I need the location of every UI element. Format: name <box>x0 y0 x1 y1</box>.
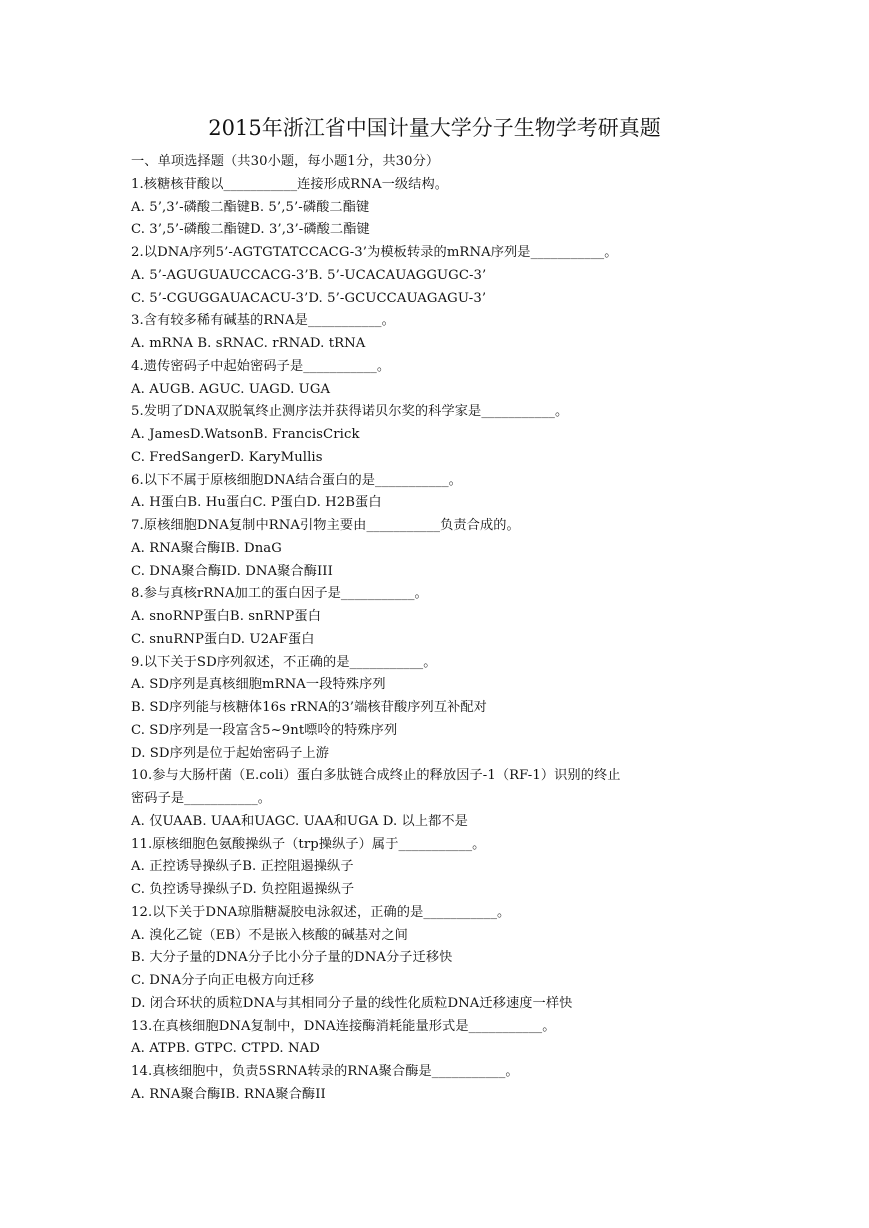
text-line: C. SD序列是一段富含5~9nt嘌呤的特殊序列 <box>131 722 398 738</box>
text-line: A. 5’-AGUGUAUCCACG-3’B. 5’-UCACAUAGGUGC-3’ <box>131 267 487 283</box>
text-line: 13.在真核细胞DNA复制中，DNA连接酶消耗能量形式是___________。 <box>131 1018 556 1034</box>
text-line: C. FredSangerD. KaryMullis <box>131 449 323 465</box>
text-line: A. H蛋白B. Hu蛋白C. P蛋白D. H2B蛋白 <box>131 495 382 511</box>
text-line: C. 负控诱导操纵子D. 负控阻遏操纵子 <box>131 882 355 897</box>
text-line: A. mRNA B. sRNAC. rRNAD. tRNA <box>131 336 366 351</box>
text-line: C. DNA聚合酶ID. DNA聚合酶III <box>131 563 333 579</box>
text-line: 11.原核细胞色氨酸操纵子（trp操纵子）属于___________。 <box>131 836 486 852</box>
text-line: 密码子是___________。 <box>131 791 272 806</box>
text-line: A. 仅UAAB. UAA和UAGC. UAA和UGA D. 以上都不是 <box>131 813 468 829</box>
text-line: 5.发明了DNA双脱氧终止测序法并获得诺贝尔奖的科学家是___________。 <box>131 404 569 420</box>
text-line: B. 大分子量的DNA分子比小分子量的DNA分子迁移快 <box>131 950 453 966</box>
text-line: A. AUGB. AGUC. UAGD. UGA <box>131 381 331 397</box>
text-line: 1.核糖核苷酸以___________连接形成RNA一级结构。 <box>131 176 449 192</box>
text-line: A. RNA聚合酶IB. DnaG <box>131 540 282 556</box>
text-line: C. 3’,5’-磷酸二酯键D. 3’,3’-磷酸二酯键 <box>131 222 370 238</box>
text-line: C. 5’-CGUGGAUACACU-3’D. 5’-GCUCCAUAGAGU-3’ <box>131 290 487 306</box>
text-line: 8.参与真核rRNA加工的蛋白因子是___________。 <box>131 586 428 602</box>
text-line: 14.真核细胞中，负责5SRNA转录的RNA聚合酶是___________。 <box>131 1064 519 1079</box>
text-line: 6.以下不属于原核细胞DNA结合蛋白的是___________。 <box>131 472 462 488</box>
text-line: A. SD序列是真核细胞mRNA一段特殊序列 <box>131 677 386 693</box>
text-line: 10.参与大肠杆菌（E.coli）蛋白多肽链合成终止的释放因子-1（RF-1）识别的终止 <box>131 768 621 784</box>
text-line: 一、单项选择题（共30小题，每小题1分，共30分） <box>131 154 440 169</box>
text-line: C. DNA分子向正电极方向迁移 <box>131 973 315 988</box>
text-line: A. JamesD.WatsonB. FrancisCrick <box>131 427 360 442</box>
text-line: A. 5’,3’-磷酸二酯键B. 5’,5’-磷酸二酯键 <box>131 199 370 215</box>
text-line: C. snuRNP蛋白D. U2AF蛋白 <box>131 631 315 647</box>
text-line: D. SD序列是位于起始密码子上游 <box>131 745 330 761</box>
text-line: 7.原核细胞DNA复制中RNA引物主要由___________负责合成的。 <box>131 518 520 533</box>
text-line: A. 溴化乙锭（EB）不是嵌入核酸的碱基对之间 <box>131 927 408 943</box>
text-line: A. RNA聚合酶IB. RNA聚合酶II <box>131 1086 326 1102</box>
text-line: 4.遗传密码子中起始密码子是___________。 <box>131 358 391 374</box>
document-body <box>131 151 831 1107</box>
text-line: 2.以DNA序列5’-AGTGTATCCACG-3’为模板转录的mRNA序列是___________。 <box>131 245 618 260</box>
text-line: D. 闭合环状的质粒DNA与其相同分子量的线性化质粒DNA迁移速度一样快 <box>131 995 573 1011</box>
text-line: A. 正控诱导操纵子B. 正控阻遏操纵子 <box>131 859 354 875</box>
text-line: 12.以下关于DNA琼脂糖凝胶电泳叙述，正确的是___________。 <box>131 904 511 920</box>
text-line: 9.以下关于SD序列叙述，不正确的是___________。 <box>131 654 437 670</box>
text-line: A. ATPB. GTPC. CTPD. NAD <box>131 1041 320 1057</box>
text-line: 3.含有较多稀有碱基的RNA是___________。 <box>131 313 395 329</box>
text-line: B. SD序列能与核糖体16s rRNA的3’端核苷酸序列互补配对 <box>131 700 487 715</box>
text-line: A. snoRNP蛋白B. snRNP蛋白 <box>131 609 321 624</box>
document-title: 2015年浙江省中国计量大学分子生物学考研真题 <box>208 116 661 140</box>
